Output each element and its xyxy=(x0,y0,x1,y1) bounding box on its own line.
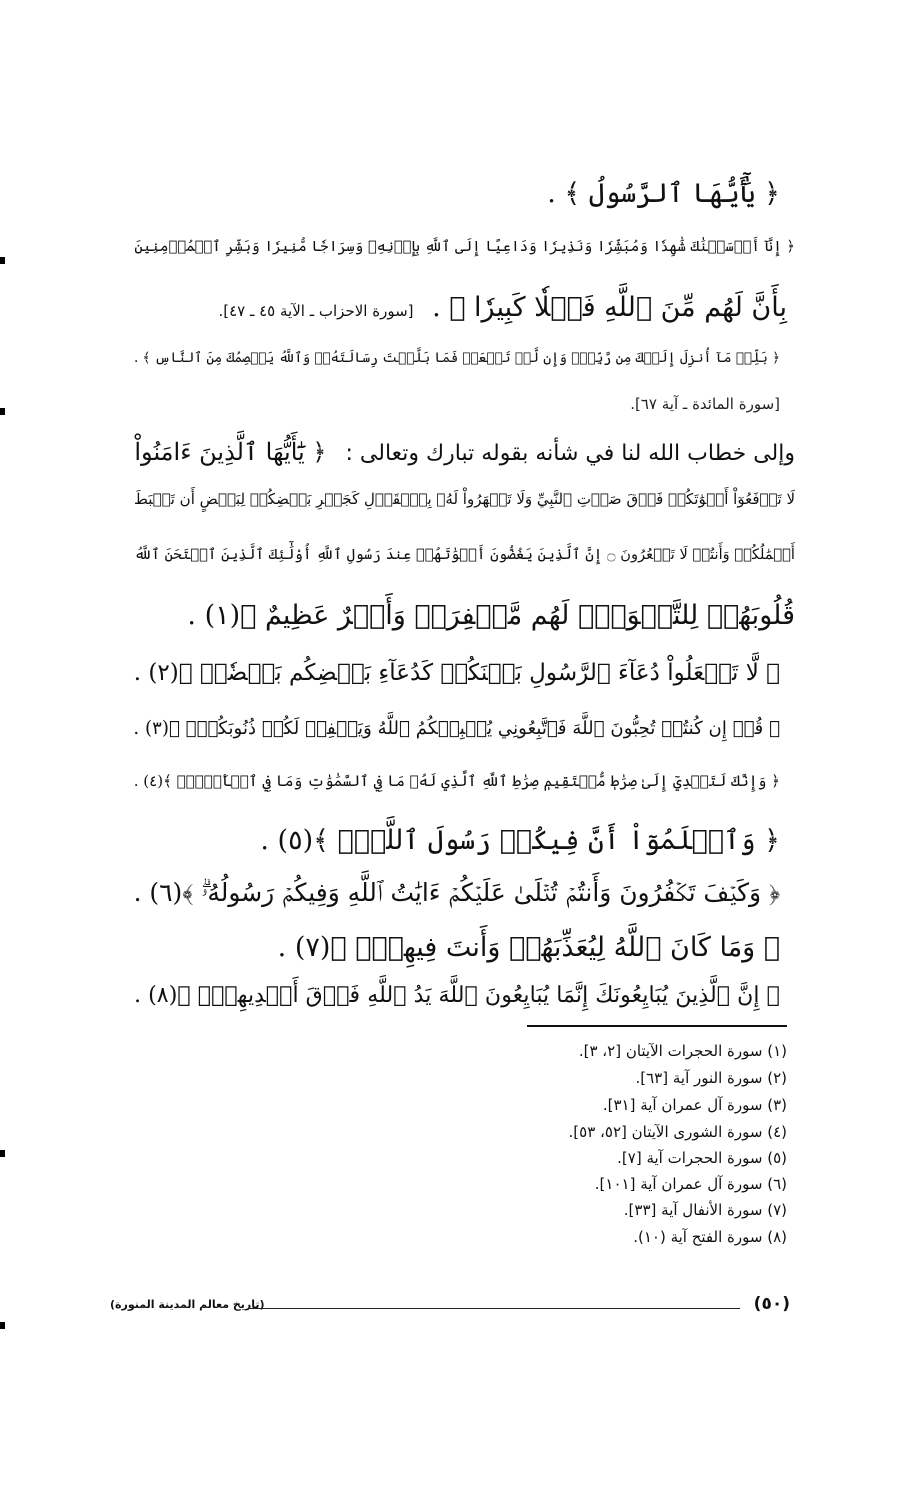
verse-2-reference: [سورة الاحزاب ـ الآية ٤٥ ـ ٤٧]. xyxy=(218,302,414,320)
footnote-1: (١) سورة الحجرات الآيتان [٢، ٣]. xyxy=(578,1042,787,1060)
footnote-4: (٤) سورة الشورى الآيتان [٥٢، ٥٣]. xyxy=(568,1123,787,1141)
verse-1: ﴿ يَٰٓأَيُّهَا ٱلرَّسُولُ ﴾ . xyxy=(547,178,780,209)
verse-4-start: ﴿ يَٰٓأَيُّهَا ٱلَّذِينَ ءَامَنُواْ xyxy=(134,438,327,466)
page-footer xyxy=(110,1294,790,1318)
scan-mark xyxy=(0,257,5,264)
footnote-3: (٣) سورة آل عمران آية [٣١]. xyxy=(602,1096,787,1114)
verse-10: ﴿ وَمَا كَانَ ٱللَّهُ لِيُعَذِّبَهُمۡ وَأَنتَ فِيهِمۡۚ ﴾(٧) . xyxy=(277,932,780,963)
verse-3: ﴿ بَلِّغۡ مَآ أُنزِلَ إِلَيۡكَ مِن رَّبِّكَۖ وَإِن لَّمۡ تَفۡعَلۡ فَمَا بَلَّغۡتَ رِسَالَتَهُۥۚ وَٱللَّهُ يَعۡصِمُكَ مِنَ ٱلنَّاسِ ﴾ . xyxy=(133,350,780,366)
prose-intro: وإلى خطاب الله لنا في شأنه بقوله تبارك وتعالى : xyxy=(345,441,795,466)
verse-6: ﴿ قُلۡ إِن كُنتُمۡ تُحِبُّونَ ٱللَّهَ فَٱتَّبِعُونِي يُحۡبِبۡكُمُ ٱللَّهُ وَيَغۡفِرۡ لَكُمۡ ذُنُوبَكُمۡۚ ﴾(٣) . xyxy=(133,718,780,739)
footnote-5: (٥) سورة الحجرات آية [٧]. xyxy=(617,1149,787,1167)
scan-mark xyxy=(0,1150,5,1157)
footnote-6: (٦) سورة آل عمران آية [١٠١]. xyxy=(594,1175,787,1193)
verse-4-line-2: لَا تَرۡفَعُوٓاْ أَصۡوَٰتَكُمۡ فَوۡقَ صَوۡتِ ٱلنَّبِيِّ وَلَا تَجۡهَرُواْ لَهُۥ بِٱلۡقَوۡلِ كَجَهۡرِ بَعۡضِكُمۡ لِبَعۡضٍ أَن تَحۡبَطَ xyxy=(133,490,795,508)
footnote-divider xyxy=(527,1025,787,1027)
verse-9: ﴿ وَكَيۡفَ تَكۡفُرُونَ وَأَنتُمۡ تُتۡلَىٰ عَلَيۡكُمۡ ءَايَٰتُ ٱللَّهِ وَفِيكُمۡ رَسُولُهُۥۗ ﴾(٦) . xyxy=(133,878,780,907)
verse-7: ﴿ وَإِنَّكَ لَتَهۡدِيٓ إِلَىٰ صِرَٰطٖ مُّسۡتَقِيمٖ صِرَٰطِ ٱللَّهِ ٱلَّذِي لَهُۥ مَا فِي ٱلسَّمَٰوَٰتِ وَمَا فِي ٱلۡأَرۡضِۗ ﴾(٤) . xyxy=(133,772,780,790)
verse-5: ﴿ لَّا تَجۡعَلُواْ دُعَآءَ ٱلرَّسُولِ بَيۡنَكُمۡ كَدُعَآءِ بَعۡضِكُم بَعۡضٗاۚ ﴾(٢) . xyxy=(133,660,780,686)
verse-11: ﴿ إِنَّ ٱلَّذِينَ يُبَايِعُونَكَ إِنَّمَا يُبَايِعُونَ ٱللَّهَ يَدُ ٱللَّهِ فَوۡقَ أَيۡدِيهِمۡۚ ﴾(٨) . xyxy=(134,982,780,1008)
scan-mark xyxy=(0,408,5,415)
page-number: (٥٠) xyxy=(753,1294,790,1314)
scan-mark xyxy=(0,1322,5,1329)
footnote-8: (٨) سورة الفتح آية (١٠). xyxy=(633,1228,787,1246)
footnote-7: (٧) سورة الأنفال آية [٣٣]. xyxy=(623,1201,787,1219)
verse-2-line-2 xyxy=(218,292,787,323)
book-title: (تاريخ معالم المدينة المنورة) xyxy=(110,1298,265,1311)
verse-2-line-1: ﴿ إِنَّآ أَرۡسَلۡنَٰكَ شَٰهِدٗا وَمُبَشِّرٗا وَنَذِيرٗا وَدَاعِيًا إِلَى ٱللَّهِ بِإِذۡنِهِۦ وَسِرَاجٗا مُّنِيرٗا وَبَشِّرِ ٱلۡمُؤۡمِنِينَ xyxy=(134,238,795,255)
verse-3-reference: [سورة المائدة ـ آية ٦٧]. xyxy=(630,395,780,413)
footer-rule xyxy=(250,1308,740,1309)
verse-2-line-2-text: بِأَنَّ لَهُم مِّنَ ٱللَّهِ فَضۡلٗا كَبِيرٗا ﴾ . xyxy=(432,292,787,323)
verse-4-line-4: قُلُوبَهُمۡ لِلتَّقۡوَىٰۚ لَهُم مَّغۡفِرَةٞ وَأَجۡرٌ عَظِيمٌ ﴾(١) . xyxy=(187,600,795,631)
verse-8: ﴿ وَٱعۡلَمُوٓاْ أَنَّ فِيكُمۡ رَسُولَ ٱللَّهِۚ ﴾(٥) . xyxy=(260,825,780,856)
footnote-2: (٢) سورة النور آية [٦٣]. xyxy=(635,1069,787,1087)
verse-4-line-3: أَعۡمَٰلُكُمۡ وَأَنتُمۡ لَا تَشۡعُرُونَ ۝ إِنَّ ٱلَّذِينَ يَغُضُّونَ أَصۡوَٰتَهُمۡ عِندَ رَسُولِ ٱللَّهِ أُوْلَٰٓئِكَ ٱلَّذِينَ ٱمۡتَحَنَ ٱللَّهُ xyxy=(134,546,795,563)
prose-intro-line xyxy=(134,438,795,466)
